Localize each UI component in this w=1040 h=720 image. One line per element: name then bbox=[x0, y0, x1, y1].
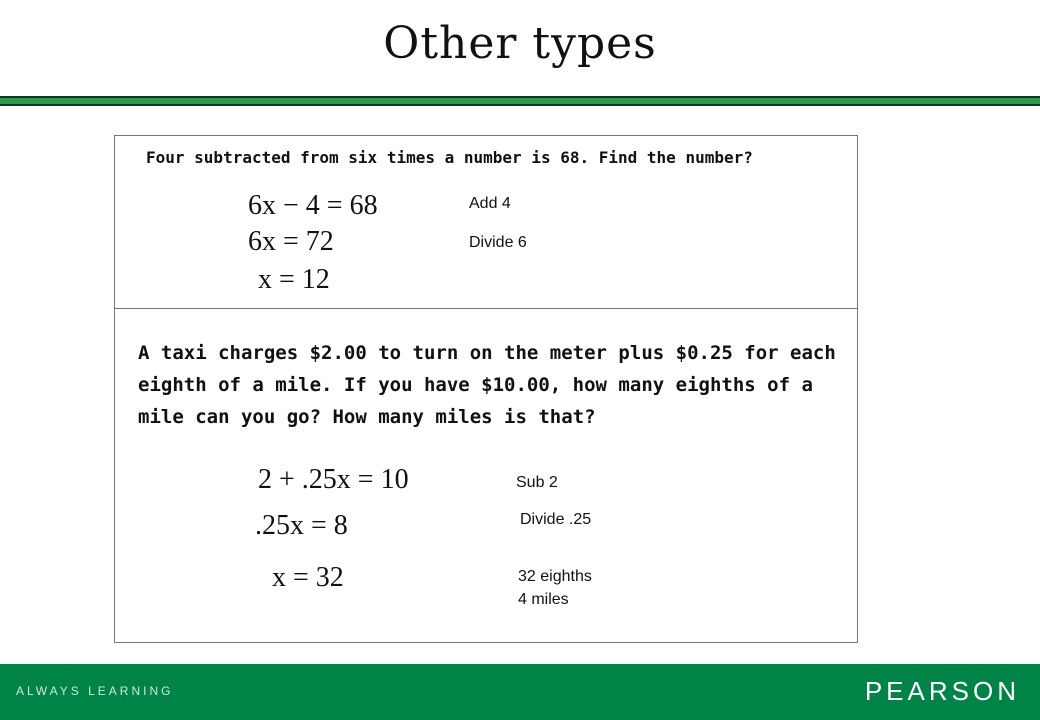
problem-2-equation-1: 2 + .25x = 10 bbox=[258, 464, 409, 495]
problem-2-answer-eighths: 32 eighths bbox=[518, 568, 592, 585]
problem-2-text: A taxi charges $2.00 to turn on the meter plus $0.25 for each eighth of a mile. If you have $10.00, how many eighths of a mile can you go? How many miles is that? bbox=[138, 342, 836, 428]
problem-2-step-1: Sub 2 bbox=[516, 474, 558, 491]
footer-tagline: ALWAYS LEARNING bbox=[16, 684, 174, 698]
problem-1-step-2: Divide 6 bbox=[469, 234, 527, 251]
problem-2-step-2: Divide .25 bbox=[520, 511, 592, 528]
problem-1-equation-1: 6x − 4 = 68 bbox=[248, 190, 378, 221]
title-rule bbox=[0, 96, 1040, 106]
problem-2-equation-3: x = 32 bbox=[272, 562, 344, 593]
table-divider bbox=[114, 308, 858, 309]
slide-title: Other types bbox=[383, 18, 657, 69]
problem-1-equation-2: 6x = 72 bbox=[248, 226, 334, 257]
problem-2-answer-miles: 4 miles bbox=[518, 591, 569, 608]
problem-1-step-1: Add 4 bbox=[469, 195, 511, 212]
problem-2-equation-2: .25x = 8 bbox=[255, 510, 348, 541]
problem-1-equation-3: x = 12 bbox=[258, 264, 330, 295]
problem-1-text: Four subtracted from six times a number is 68. Find the number? bbox=[146, 148, 753, 167]
pearson-logo: PEARSON bbox=[864, 676, 1020, 706]
